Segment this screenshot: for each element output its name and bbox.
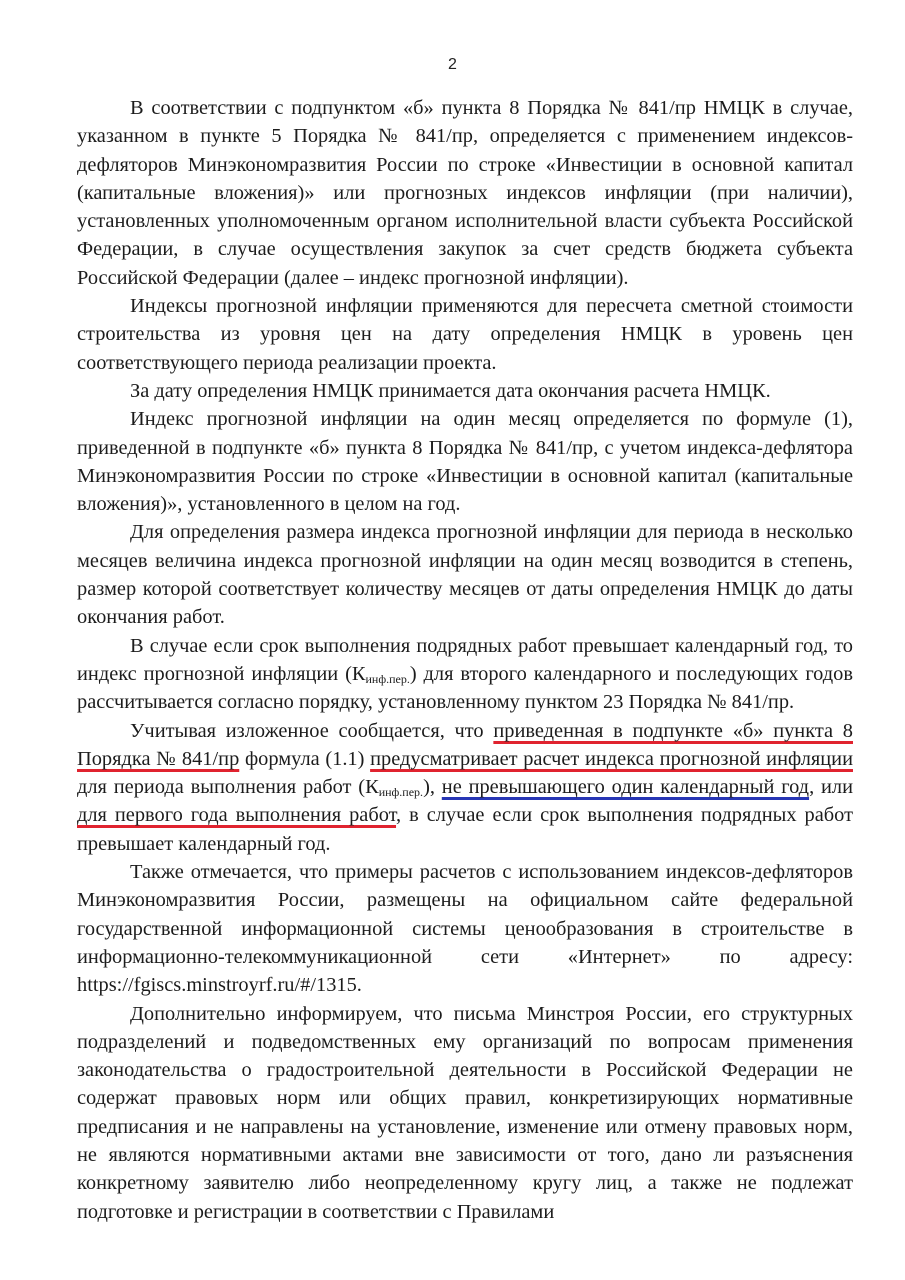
paragraph-examples-link: Также отмечается, что примеры расчетов с использованием индексов-дефляторов Минэкономразвития России, размещены на официальном сайте федеральной государственной информационной системы ценообразования в строительстве в информационно-телекоммуникационной сети «Интернет» по адресу: https://fgiscs.minstroyrf.ru/#/1315. <box>77 861 853 997</box>
index-subscript: инф.пер. <box>378 785 424 800</box>
text-segment: , или <box>809 776 853 799</box>
paragraph-multi-month-index: Для определения размера индекса прогнозной инфляции для периода в несколько месяцев величина индекса прогнозной инфляции на один месяц возводится в степень, размер которой соответствует количеству месяцев от даты определения НМЦК до даты окончания работ. <box>77 521 853 629</box>
text-segment: формула (1.1) <box>239 747 371 770</box>
paragraph-forecast-indices-usage: Индексы прогнозной инфляции применяются для пересчета сметной стоимости строительства из уровня цен на дату определения НМЦК в уровень цен соответствующего периода реализации проекта. <box>77 295 853 374</box>
red-underlined-phrase: для первого года выполнения работ <box>77 804 397 827</box>
red-underlined-phrase: приведенная в подпункте «б» пункта 8 Порядка № 841/пр <box>77 719 853 770</box>
index-subscript: инф.пер. <box>365 671 410 686</box>
paragraph-multi-year-works <box>77 632 853 717</box>
blue-underlined-phrase: не превышающего один календарный год <box>441 776 810 799</box>
paragraph-legal-disclaimer: Дополнительно информируем, что письма Минстроя России, его структурных подразделений и подведомственных ему организаций по вопросам применения законодательства о градостроительной деятельности в Российской Федерации не содержат правовых норм или общих правил, конкретизирующих нормативные предписания и не направлены на установление, изменение или отмену правовых норм, не являются нормативными актами вне зависимости от того, дано ли разъяснения конкретному заявителю либо неопределенному кругу лиц, а также не подлежат подготовке и регистрации в соответствии с Правилами <box>77 1002 853 1223</box>
letter-body <box>77 94 853 1226</box>
paragraph-conclusion-highlighted <box>77 717 853 858</box>
paragraph-nmck-date: За дату определения НМЦК принимается дата окончания расчета НМЦК. <box>130 379 771 402</box>
text-segment: В случае если срок выполнения подрядных работ превышает календарный год, то индекс прогнозной инфляции (К <box>77 634 853 685</box>
page-number: 2 <box>448 56 457 73</box>
text-segment: Учитывая изложенное сообщается, что <box>130 719 494 742</box>
paragraph-monthly-index-formula: Индекс прогнозной инфляции на один месяц определяется по формуле (1), приведенной в подпункте «б» пункта 8 Порядка № 841/пр, с учетом индекса-дефлятора Минэкономразвития России по строке «Инвестиции в основной капитал (капитальные вложения)», установленного в целом на год. <box>77 408 853 516</box>
text-segment: для периода выполнения работ (К <box>77 776 379 799</box>
text-segment: , в случае если срок выполнения подрядных работ превышает календарный год. <box>77 804 853 855</box>
text-segment: ) для второго календарного и последующих годов рассчитывается согласно порядку, установленному пунктом 23 Порядка № 841/пр. <box>77 662 853 714</box>
paragraph-nmck-indices: В соответствии с подпунктом «б» пункта 8 Порядка № 841/пр НМЦК в случае, указанном в пункте 5 Порядка № 841/пр, определяется с применением индексов-дефляторов Минэкономразвития России по строке «Инвестиции в основной капитал (капитальные вложения)» или прогнозных индексов инфляции (при наличии), установленных уполномоченным органом исполнительной власти субъекта Российской Федерации, в случае осуществления закупок за счет средств бюджета субъекта Российской Федерации (далее – индекс прогнозной инфляции). <box>77 97 853 289</box>
red-underlined-phrase: предусматривает расчет индекса прогнозной инфляции <box>370 747 853 770</box>
text-segment: ), <box>423 776 442 799</box>
